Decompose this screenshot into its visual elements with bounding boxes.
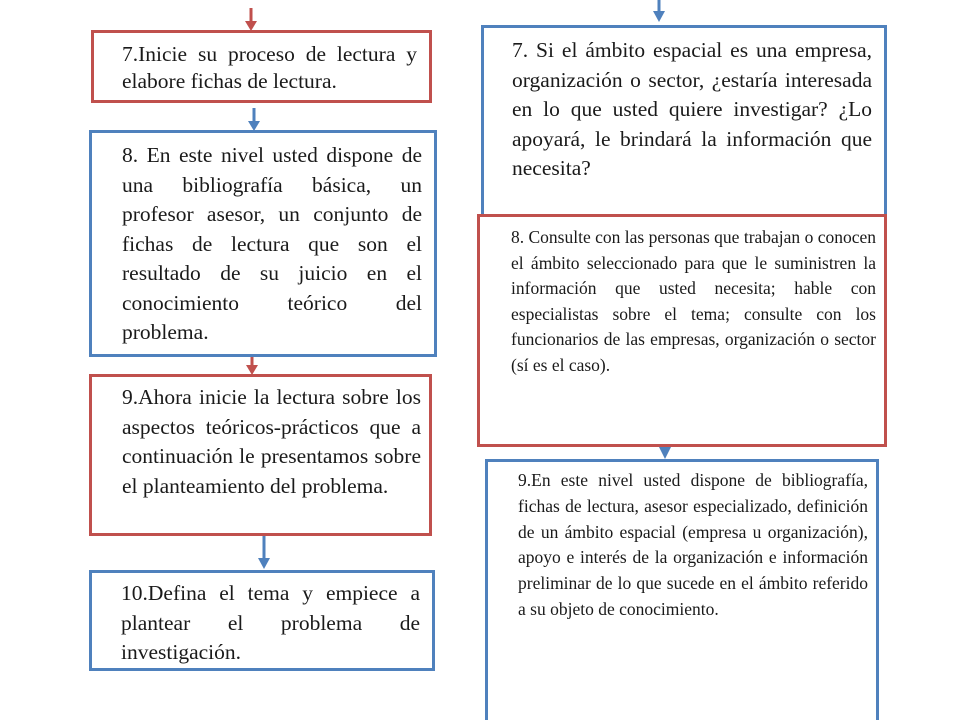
arrow-left-9-to-10 [257, 536, 271, 570]
flow-box-left-step-7 [91, 30, 432, 103]
flow-box-left-step-10 [89, 570, 435, 671]
flow-box-text: 9.Ahora inicie la lectura sobre los aspectos teóricos-prácticos que a continuación le presentamos sobre el planteamiento del problema. [122, 385, 421, 498]
flow-box-right-step-9 [485, 459, 879, 720]
flow-box-text: 8. En este nivel usted dispone de una bibliografía básica, un profesor asesor, un conjunto de fichas de lectura que son el resultado de su juicio en el conocimiento teórico del problema. [122, 143, 422, 344]
flow-box-text: 9.En este nivel usted dispone de bibliografía, fichas de lectura, asesor especializado, definición de un ámbito espacial (empresa u organización), apoyo e interés de la organización e información preliminar de lo que sucede en el ámbito referido a su objeto de conocimiento. [518, 470, 868, 619]
flow-box-text: 7. Si el ámbito espacial es una empresa, organización o sector, ¿estaría interesada en lo que usted quiere investigar? ¿Lo apoyará, le brindará la información que necesita? [512, 38, 872, 180]
flow-box-left-step-8 [89, 130, 437, 357]
flow-box-right-step-7 [481, 25, 887, 220]
arrow-into-left-7 [244, 8, 258, 32]
flow-box-text: 10.Defina el tema y empiece a plantear el problema de investigación. [121, 581, 420, 664]
arrow-into-right-7 [652, 0, 666, 24]
flow-box-left-step-9 [89, 374, 432, 536]
flow-box-text: 7.Inicie su proceso de lectura y elabore fichas de lectura. [122, 42, 417, 93]
flow-box-right-step-8 [477, 214, 887, 447]
flow-box-text: 8. Consulte con las personas que trabajan o conocen el ámbito seleccionado para que le suministren la información que usted necesita; hable con especialistas sobre el tema; consulte con los funcionarios de las empresas, organización o sector (sí es el caso). [511, 227, 876, 375]
arrow-left-7-to-8 [247, 108, 261, 132]
